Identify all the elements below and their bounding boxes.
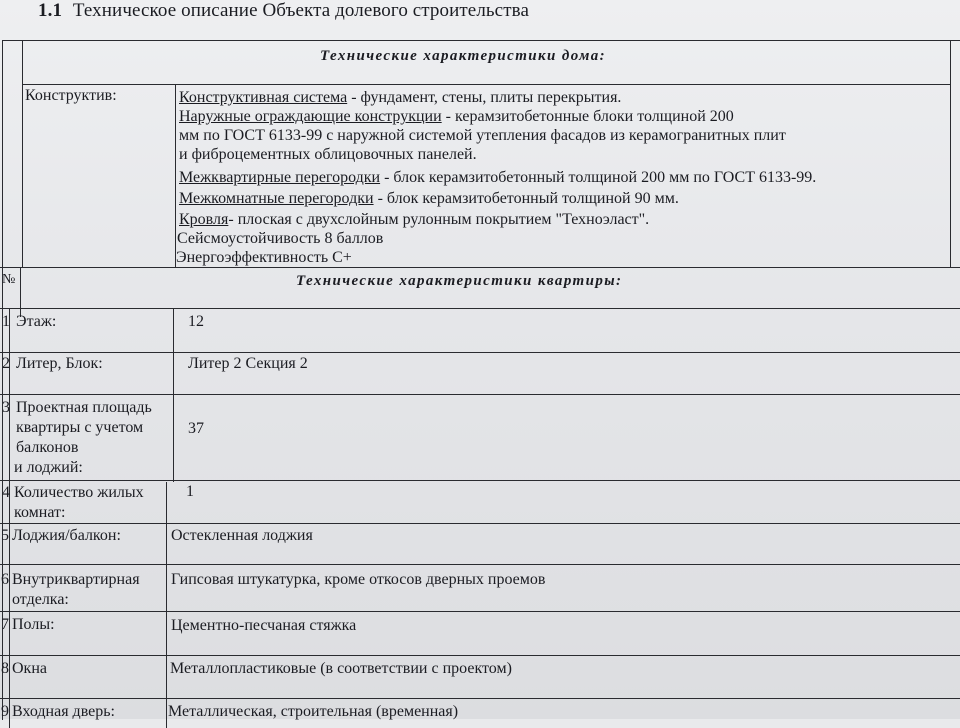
row-value: 37 [188,420,204,437]
row-label: Входная дверь: [12,703,115,720]
row-number: 8 [1,660,9,677]
spec-table [0,38,960,728]
house-right-rule [950,40,951,268]
row-value: 12 [188,313,204,330]
row-label: Количество жилых [14,484,144,501]
section-heading [38,0,529,22]
row-number: 7 [1,616,9,633]
row-rule-1 [0,352,960,353]
house-line: Наружные ограждающие конструкции - керамзитобетонные блоки толщиной 200 [179,108,734,125]
num-column-header: № [2,272,16,287]
apartment-top-rule [0,267,960,268]
table-border-top [2,40,960,41]
house-title: Технические характеристики дома: [320,48,607,64]
house-line: и фиброцементных облицовочных панелей. [179,146,477,163]
row-value: Гипсовая штукатурка, кроме откосов дверных проемов [171,571,546,588]
row-label: и лоджий: [14,459,83,476]
row-label: Внутриквартирная [12,571,140,588]
row-number: 3 [2,399,10,416]
row-label: Лоджия/балкон: [12,527,121,544]
row-value: Металлическая, строительная (временная) [168,703,459,720]
row-rule-2 [0,394,960,395]
house-left-rule [22,40,23,268]
row-rule-4 [0,523,960,524]
row-label: квартиры с учетом [16,419,144,436]
row-label: Литер, Блок: [16,355,103,372]
house-line: Межкомнатные перегородки - блок керамзитобетонный толщиной 90 мм. [179,190,679,207]
row-number: 6 [1,571,9,588]
house-line: Энергоэффективность С+ [176,249,352,266]
row-value: Цементно-песчаная стяжка [171,617,357,634]
row-label: Проектная площадь [16,399,152,416]
house-line: Межквартирные перегородки - блок керамзитобетонный толщиной 200 мм по ГОСТ 6133-99. [179,169,817,186]
row-label: Полы: [12,616,55,633]
section-number: 1.1 [38,0,63,21]
row-number: 9 [1,703,9,720]
row-value: 1 [186,483,194,500]
row-number: 2 [2,355,10,372]
row-value: Литер 2 Секция 2 [188,355,308,372]
house-line: Кровля- плоская с двухслойным рулонным покрытием "Техноэласт". [179,211,650,228]
apartment-title-rule [0,308,960,309]
row-value: Металлопластиковые (в соответствии с проектом) [170,660,512,677]
row-label: балконов [16,439,79,456]
house-title-rule [22,84,950,85]
row-number: 1 [2,313,10,330]
row-rule-7 [0,655,960,656]
row-number: 4 [2,484,10,501]
house-line: Конструктивная система - фундамент, стены, плиты перекрытия. [179,89,622,106]
row-value: Остекленная лоджия [171,527,313,544]
apartment-title: Технические характеристики квартиры: [296,273,623,289]
house-line: Сейсмоустойчивость 8 баллов [177,230,384,247]
row-label: отделка: [12,591,69,608]
row-label: Этаж: [16,313,57,330]
construct-label: Конструктив: [25,87,117,104]
house-line: мм по ГОСТ 6133-99 с наружной системой утепления фасадов из керамогранитных плит [179,127,786,144]
apartment-num-rule [20,267,21,317]
row-number: 5 [1,527,9,544]
section-title: Техническое описание Объекта долевого строительства [72,0,529,21]
row-label: Окна [12,660,47,677]
row-rule-3 [0,480,960,481]
row-rule-6 [0,611,960,612]
label-column-rule-b [166,482,167,728]
row-rule-8 [0,698,960,699]
row-label: комнат: [14,504,66,521]
row-rule-5 [0,564,960,565]
